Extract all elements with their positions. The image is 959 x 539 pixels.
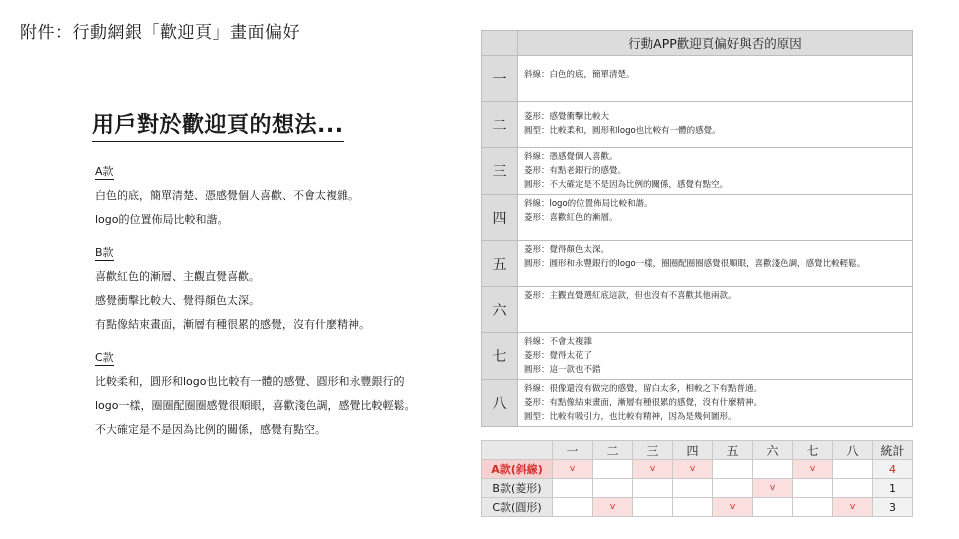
opinion-line: logo的位置佈局比較和諧。: [95, 213, 229, 226]
tally-total: 3: [873, 498, 913, 517]
reason-table-header: 行動APP歡迎頁偏好與否的原因: [518, 31, 913, 56]
tally-mark-cell: [673, 498, 713, 517]
tally-mark-cell: v: [833, 498, 873, 517]
tally-header-row: [482, 441, 913, 460]
tally-mark-cell: [713, 479, 753, 498]
table-row: [482, 479, 913, 498]
reason-num: 三: [482, 148, 518, 195]
reason-num: 二: [482, 102, 518, 148]
reason-text: [518, 102, 913, 148]
tally-col-header: 六: [753, 441, 793, 460]
tally-mark-cell: [833, 479, 873, 498]
tally-corner-cell: [482, 441, 553, 460]
tally-total: 4: [873, 460, 913, 479]
reason-num: 六: [482, 287, 518, 333]
tally-col-header: 八: [833, 441, 873, 460]
tally-mark-cell: [553, 498, 593, 517]
reason-line: 斜線：很像還沒有做完的感覺，留白太多，相較之下有點普通。: [524, 384, 763, 394]
opinion-label: A款: [95, 165, 114, 178]
tally-table: [481, 440, 913, 517]
reason-line: 圓形：這一款也不錯: [524, 365, 601, 375]
reason-num: 四: [482, 195, 518, 241]
opinion-line: 有點像結束畫面，漸層有種很累的感覺，沒有什麼精神。: [95, 318, 370, 331]
tally-mark-cell: [753, 460, 793, 479]
tally-mark-cell: v: [753, 479, 793, 498]
tally-total: 1: [873, 479, 913, 498]
reason-num: 五: [482, 241, 518, 287]
section-heading: 用戶對於歡迎頁的想法...: [92, 108, 344, 142]
table-row: [482, 333, 913, 380]
tally-col-header: 三: [633, 441, 673, 460]
tally-col-header: 一: [553, 441, 593, 460]
table-row: [482, 498, 913, 517]
tally-mark-cell: [753, 498, 793, 517]
reason-line: 斜線：不會太複雜: [524, 337, 593, 347]
tally-mark-cell: v: [673, 460, 713, 479]
opinion-label: B款: [95, 246, 114, 259]
reason-text: [518, 148, 913, 195]
tally-col-header: 二: [593, 441, 633, 460]
reason-num: 一: [482, 56, 518, 102]
table-row: [482, 380, 913, 427]
opinion-line: 不大確定是不是因為比例的關係，感覺有點空。: [95, 423, 326, 436]
reason-text: [518, 56, 913, 102]
reason-line: 菱形：主觀直覺選紅底這款，但也沒有不喜歡其他兩款。: [524, 291, 737, 301]
tally-mark-cell: [833, 460, 873, 479]
reason-line: 菱形：有點像結束畫面，漸層有種很累的感覺，沒有什麼精神。: [524, 398, 763, 408]
tally-col-header: 七: [793, 441, 833, 460]
table-row: [482, 56, 913, 102]
reason-text: [518, 195, 913, 241]
reason-table: [481, 30, 913, 427]
tally-col-header: 四: [673, 441, 713, 460]
tally-mark-cell: [633, 479, 673, 498]
reason-line: 斜線：logo的位置佈局比較和諧。: [524, 199, 653, 209]
reason-line: 圓形：圓形和永豐銀行的logo一樣，圈圈配圈圈感覺很順眼，喜歡淺色調，感覺比較輕鬆。: [524, 259, 866, 269]
opinion-line: 白色的底，簡單清楚、憑感覺個人喜歡、不會太複雜。: [95, 189, 359, 202]
reason-num: 七: [482, 333, 518, 380]
opinion-line: 比較柔和，圓形和logo也比較有一體的感覺、圓形和永豐銀行的: [95, 375, 405, 388]
tally-mark-cell: [633, 498, 673, 517]
tally-mark-cell: v: [553, 460, 593, 479]
reason-line: 圓型：比較柔和，圓形和logo也比較有一體的感覺。: [524, 126, 721, 136]
table-row: [482, 287, 913, 333]
table-row: [482, 102, 913, 148]
reason-num: 八: [482, 380, 518, 427]
tally-row-label: C款(圓形): [482, 498, 553, 517]
table-row: [482, 460, 913, 479]
reason-line: 圓形：不大確定是不是因為比例的關係，感覺有點空。: [524, 180, 729, 190]
tally-mark-cell: [673, 479, 713, 498]
tally-col-header: 五: [713, 441, 753, 460]
tally-mark-cell: [593, 479, 633, 498]
tally-mark-cell: [713, 460, 753, 479]
tally-mark-cell: [793, 498, 833, 517]
tally-mark-cell: v: [793, 460, 833, 479]
table-row: [482, 195, 913, 241]
table-row: [482, 241, 913, 287]
reason-line: 菱形：感覺衝擊比較大: [524, 112, 610, 122]
reason-line: 斜線：憑感覺個人喜歡。: [524, 152, 618, 162]
opinion-a: [95, 160, 359, 232]
tally-mark-cell: [793, 479, 833, 498]
reason-text: [518, 380, 913, 427]
opinion-b: [95, 241, 370, 337]
reason-line: 斜線：白色的底，簡單清楚。: [524, 70, 635, 80]
reason-corner-cell: [482, 31, 518, 56]
reason-line: 圓型：比較有吸引力，也比較有精神，因為是幾何圖形。: [524, 412, 737, 422]
reason-line: 菱形：覺得顏色太深。: [524, 245, 610, 255]
tally-mark-cell: v: [593, 498, 633, 517]
opinion-line: logo一樣，圈圈配圈圈感覺很順眼，喜歡淺色調，感覺比較輕鬆。: [95, 399, 416, 412]
reason-line: 菱形：喜歡紅色的漸層。: [524, 213, 618, 223]
opinion-label: C款: [95, 351, 114, 364]
reason-line: 菱形：有點老銀行的感覺。: [524, 166, 627, 176]
tally-mark-cell: v: [713, 498, 753, 517]
page-title: 附件：行動網銀「歡迎頁」畫面偏好: [20, 23, 300, 43]
tally-mark-cell: [553, 479, 593, 498]
tally-col-header: 統計: [873, 441, 913, 460]
reason-text: [518, 333, 913, 380]
tally-row-label: A款(斜線): [482, 460, 553, 479]
opinion-c: [95, 346, 416, 442]
reason-line: 菱形：覺得太花了: [524, 351, 593, 361]
reason-text: [518, 287, 913, 333]
tally-mark-cell: [593, 460, 633, 479]
opinion-line: 感覺衝擊比較大、覺得顏色太深。: [95, 294, 260, 307]
reason-text: [518, 241, 913, 287]
opinion-line: 喜歡紅色的漸層、主觀直覺喜歡。: [95, 270, 260, 283]
tally-row-label: B款(菱形): [482, 479, 553, 498]
table-row: [482, 148, 913, 195]
tally-mark-cell: v: [633, 460, 673, 479]
